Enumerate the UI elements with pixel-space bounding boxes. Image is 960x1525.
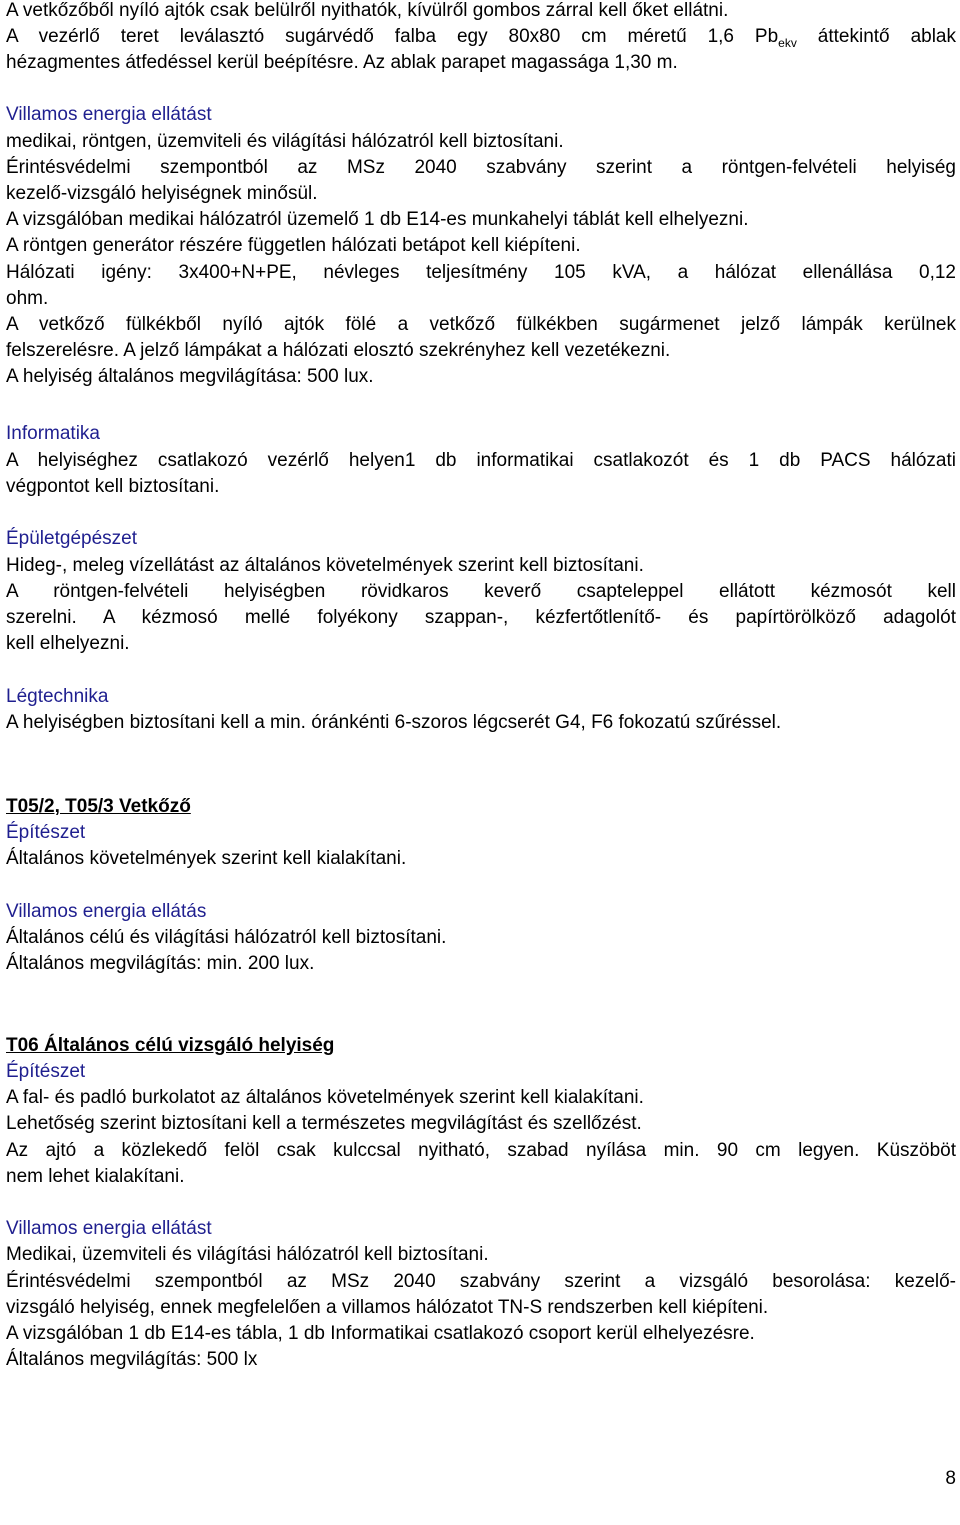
section-heading: Épületgépészet — [6, 528, 137, 549]
section-heading: Informatika — [6, 423, 100, 444]
text-line: Érintésvédelmi szempontból az MSz 2040 szabvány szerint a röntgen-felvételi helyiség — [6, 157, 956, 178]
text-line: A röntgen generátor részére független hálózati betápot kell kiépíteni. — [6, 235, 581, 256]
page-number: 8 — [945, 1468, 956, 1489]
text-line: A helyiség általános megvilágítása: 500 lux. — [6, 366, 374, 387]
text-line: A vetkőzőből nyíló ajtók csak belülről nyithatók, kívülről gombos zárral kell őket ellátni. — [6, 0, 729, 21]
section-heading: Építészet — [6, 1061, 86, 1082]
text-line: A vizsgálóban 1 db E14-es tábla, 1 db Informatikai csatlakozó csoport kerül elhelyezésre. — [6, 1323, 755, 1344]
text-fragment: áttekintő ablak — [796, 26, 956, 47]
text-line: kezelő-vizsgáló helyiségnek minősül. — [6, 183, 318, 204]
text-line: A vetkőző fülkékből nyíló ajtók fölé a vetkőző fülkékben sugármenet jelző lámpák kerülnek — [6, 314, 956, 335]
text-line: nem lehet kialakítani. — [6, 1166, 185, 1187]
text-line: Hideg-, meleg vízellátást az általános követelmények szerint kell biztosítani. — [6, 555, 644, 576]
text-line: Hálózati igény: 3x400+N+PE, névleges teljesítmény 105 kVA, a hálózat ellenállása 0,12 — [6, 262, 956, 283]
text-line: A helyiséghez csatlakozó vezérlő helyen1 db informatikai csatlakozót és 1 db PACS hálózati — [6, 450, 956, 471]
text-line: Lehetőség szerint biztosítani kell a természetes megvilágítást és szellőzést. — [6, 1113, 642, 1134]
text-line: Általános követelmények szerint kell kialakítani. — [6, 848, 407, 869]
text-line: Medikai, üzemviteli és világítási hálózatról kell biztosítani. — [6, 1244, 489, 1265]
section-heading: Villamos energia ellátást — [6, 104, 212, 125]
text-line: végpontot kell biztosítani. — [6, 476, 220, 497]
text-line: A röntgen-felvételi helyiségben rövidkaros keverő csapteleppel ellátott kézmosót kell — [6, 581, 956, 602]
text-line: A vizsgálóban medikai hálózatról üzemelő 1 db E14-es munkahelyi táblát kell elhelyezni. — [6, 209, 749, 230]
section-heading: Légtechnika — [6, 686, 109, 707]
section-heading: Villamos energia ellátást — [6, 1218, 212, 1239]
section-heading: Építészet — [6, 822, 86, 843]
text-line: Általános célú és világítási hálózatról kell biztosítani. — [6, 927, 447, 948]
text-line: Általános megvilágítás: 500 lx — [6, 1349, 258, 1370]
section-heading: Villamos energia ellátás — [6, 901, 207, 922]
text-line — [6, 26, 956, 48]
room-title: T05/2, T05/3 Vetkőző — [6, 796, 191, 817]
text-line: kell elhelyezni. — [6, 633, 130, 654]
text-line: medikai, röntgen, üzemviteli és világítási hálózatról kell biztosítani. — [6, 131, 564, 152]
text-line: A helyiségben biztosítani kell a min. óránkénti 6-szoros légcserét G4, F6 fokozatú szűréssel. — [6, 712, 782, 733]
room-title: T06 Általános célú vizsgáló helyiség — [6, 1035, 335, 1056]
subscript: ekv — [778, 35, 797, 50]
text-line: Az ajtó a közlekedő felöl csak kulccsal nyitható, szabad nyílása min. 90 cm legyen. Küszöböt — [6, 1140, 956, 1161]
text-line: felszerelésre. A jelző lámpákat a hálózati elosztó szekrényhez kell vezetékezni. — [6, 340, 671, 361]
text-line: szerelni. A kézmosó mellé folyékony szappan-, kézfertőtlenítő- és papírtörölköző adagolót — [6, 607, 956, 628]
text-line: ohm. — [6, 288, 49, 309]
text-line: A fal- és padló burkolatot az általános követelmények szerint kell kialakítani. — [6, 1087, 644, 1108]
text-line: Általános megvilágítás: min. 200 lux. — [6, 953, 315, 974]
text-line: vizsgáló helyiség, ennek megfelelően a villamos hálózatot TN-S rendszerben kell kiépíteni. — [6, 1297, 769, 1318]
text-line: hézagmentes átfedéssel kerül beépítésre. Az ablak parapet magassága 1,30 m. — [6, 52, 678, 73]
text-line: Érintésvédelmi szempontból az MSz 2040 szabvány szerint a vizsgáló besorolása: kezelő- — [6, 1271, 956, 1292]
text-fragment: A vezérlő teret leválasztó sugárvédő falba egy 80x80 cm méretű 1,6 Pb — [6, 26, 779, 47]
